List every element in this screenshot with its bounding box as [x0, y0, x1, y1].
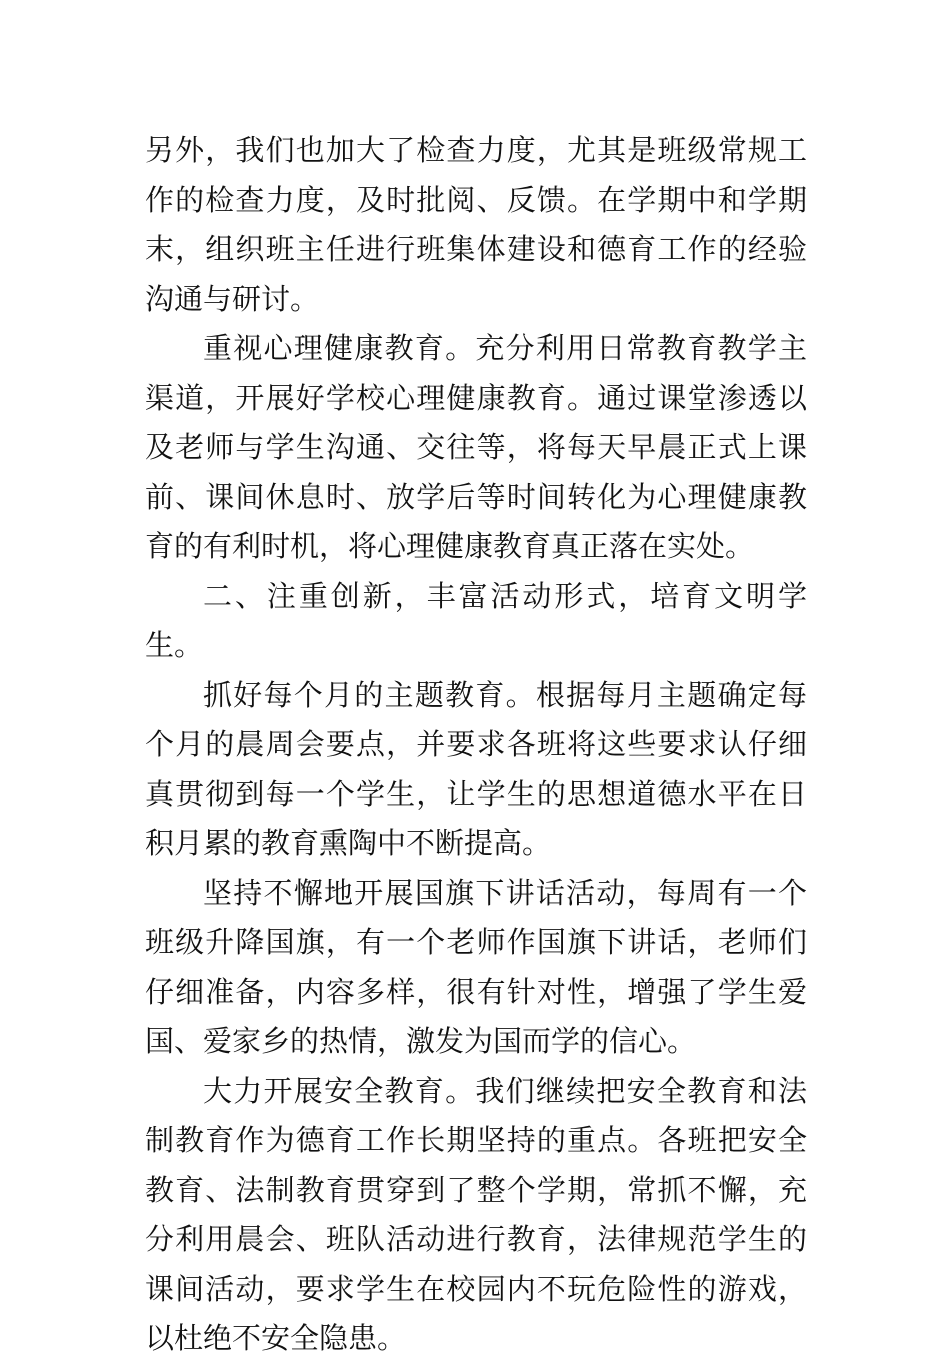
section-heading-innovation: 二、注重创新，丰富活动形式，培育文明学生。: [145, 578, 807, 662]
paragraph-flag-speech: 坚持不懈地开展国旗下讲话活动，每周有一个班级升降国旗，有一个老师作国旗下讲话，老师们仔细准备，内容多样，很有针对性，增强了学生爱国、爱家乡的热情，激发为国而学的信心。: [145, 875, 807, 1058]
paragraph-mental-health: 重视心理健康教育。充分利用日常教育教学主渠道，开展好学校心理健康教育。通过课堂渗透以及老师与学生沟通、交往等，将每天早晨正式上课前、课间休息时、放学后等时间转化为心理健康教育的有利时机，将心理健康教育真正落在实处。: [145, 331, 807, 563]
document-body: [145, 126, 807, 1364]
paragraph-inspection: 另外，我们也加大了检查力度，尤其是班级常规工作的检查力度，及时批阅、反馈。在学期中和学期末，组织班主任进行班集体建设和德育工作的经验沟通与研讨。: [145, 133, 807, 316]
paragraph-safety-education: 大力开展安全教育。我们继续把安全教育和法制教育作为德育工作长期坚持的重点。各班把安全教育、法制教育贯穿到了整个学期，常抓不懈，充分利用晨会、班队活动进行教育，法律规范学生的课间活动，要求学生在校园内不玩危险性的游戏，以杜绝不安全隐患。: [145, 1073, 807, 1355]
paragraph-monthly-theme: 抓好每个月的主题教育。根据每月主题确定每个月的晨周会要点，并要求各班将这些要求认仔细真贯彻到每一个学生，让学生的思想道德水平在日积月累的教育熏陶中不断提高。: [145, 677, 807, 860]
